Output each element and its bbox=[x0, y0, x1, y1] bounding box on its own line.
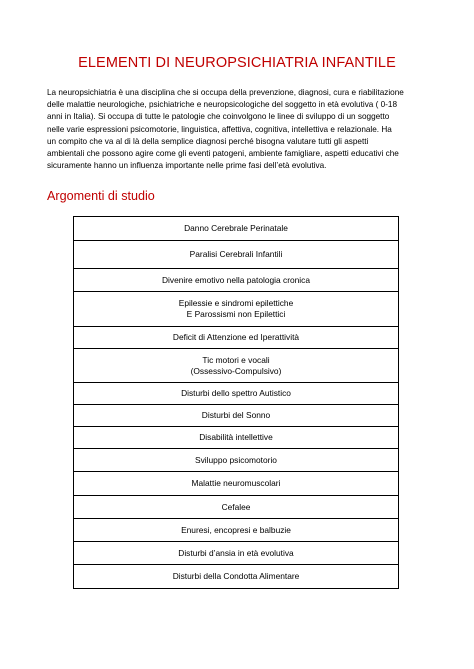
topic-label: Enuresi, encopresi e balbuzie bbox=[181, 524, 291, 535]
intro-line: delle malattie neurologiche, psichiatriche e neuropsicologiche del soggetto in età evolutiva ( 0-18 bbox=[47, 100, 398, 110]
topic-label: (Ossessivo-Compulsivo) bbox=[190, 365, 282, 376]
topic-cell bbox=[74, 269, 399, 292]
intro-line: anni in Italia). Si occupa di tutte le patologie che coinvolgono le linee di sviluppo di un soggetto bbox=[47, 112, 390, 122]
topic-cell bbox=[74, 327, 399, 349]
topic-label: Disturbi della Condotta Alimentare bbox=[172, 571, 300, 581]
topic-cell bbox=[74, 472, 399, 496]
topic-cell bbox=[74, 217, 399, 241]
topic-cell bbox=[74, 383, 399, 405]
topic-label: Tic motori e vocali bbox=[202, 354, 270, 365]
topic-label: Malattie neuromuscolari bbox=[191, 478, 281, 488]
topic-label: Disturbi dello spettro Autistico bbox=[181, 388, 291, 398]
table-row bbox=[74, 449, 399, 472]
topic-cell bbox=[74, 565, 399, 589]
table-row bbox=[74, 217, 399, 241]
topic-label: Cefalee bbox=[221, 501, 251, 512]
intro-line: sicuramente hanno un influenza importante nelle prime fasi dell’età evolutiva. bbox=[47, 161, 327, 171]
topic-cell bbox=[74, 542, 399, 565]
table-row bbox=[74, 349, 399, 383]
table-row bbox=[74, 405, 399, 427]
table-row bbox=[74, 496, 399, 519]
topic-cell bbox=[74, 519, 399, 542]
topic-label: Paralisi Cerebrali Infantili bbox=[189, 249, 283, 259]
topic-cell bbox=[74, 449, 399, 472]
topic-label: Epilessie e sindromi epilettiche bbox=[178, 298, 294, 308]
topic-cell bbox=[74, 427, 399, 449]
table-row bbox=[74, 472, 399, 496]
topic-cell bbox=[74, 292, 399, 327]
table-row bbox=[74, 383, 399, 405]
topic-label: Danno Cerebrale Perinatale bbox=[184, 223, 288, 233]
document-title: ELEMENTI DI NEUROPSICHIATRIA INFANTILE bbox=[78, 55, 396, 71]
table-row bbox=[74, 519, 399, 542]
topic-cell bbox=[74, 349, 399, 383]
intro-line: ambientali che possono agire come gli eventi patogeni, ambiente famigliare, aspetti educativi che bbox=[47, 149, 399, 159]
topic-cell bbox=[74, 496, 399, 519]
table-row bbox=[74, 241, 399, 269]
intro-line: un compito che va al di là della semplice diagnosi perché bisogna valutare tutti gli aspetti bbox=[47, 136, 369, 146]
topic-label: Disturbi d’ansia in età evolutiva bbox=[178, 547, 294, 558]
topics-table bbox=[73, 216, 399, 589]
topic-label: Deficit di Attenzione ed Iperattività bbox=[172, 332, 300, 342]
topic-label: Sviluppo psicomotorio bbox=[195, 454, 277, 465]
topic-label: Disturbi del Sonno bbox=[201, 410, 271, 420]
table-row bbox=[74, 292, 399, 327]
table-row bbox=[74, 427, 399, 449]
topic-label: E Parossismi non Epilettici bbox=[186, 309, 286, 319]
topic-label: Divenire emotivo nella patologia cronica bbox=[161, 274, 311, 285]
table-row bbox=[74, 327, 399, 349]
section-heading: Argomenti di studio bbox=[47, 189, 155, 203]
topic-label: Disabilità intellettive bbox=[199, 432, 273, 442]
intro-line: nelle varie espressioni psicomotorie, linguistica, affettiva, cognitiva, intellettiva e relazionale. Ha bbox=[47, 124, 392, 134]
table-row bbox=[74, 269, 399, 292]
topic-cell bbox=[74, 241, 399, 269]
intro-line: La neuropsichiatria è una disciplina che si occupa della prevenzione, diagnosi, cura e riabilitazione bbox=[47, 88, 404, 97]
intro-paragraph bbox=[47, 87, 432, 172]
topic-cell bbox=[74, 405, 399, 427]
table-row bbox=[74, 542, 399, 565]
table-row bbox=[74, 565, 399, 589]
